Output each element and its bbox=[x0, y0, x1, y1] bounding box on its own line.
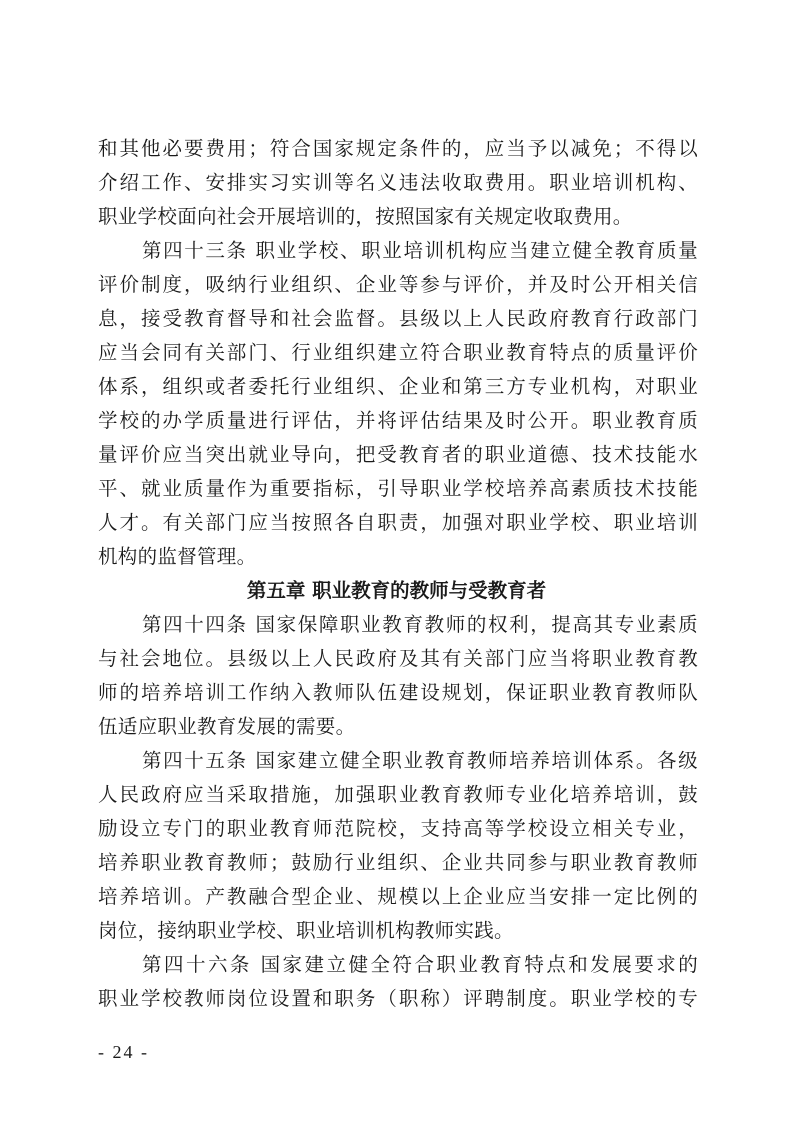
article-44-start: 第四十四条 国家保障职业教育教师的权利，提高其专业素质 bbox=[142, 613, 698, 636]
page-number: - 24 - bbox=[98, 1042, 149, 1062]
text-line: 息，接受教育督导和社会监督。县级以上人民政府教育行政部门 bbox=[98, 307, 698, 330]
text-line: 介绍工作、安排实习实训等名义违法收取费用。职业培训机构、 bbox=[98, 171, 698, 194]
text-line: 与社会地位。县级以上人民政府及其有关部门应当将职业教育教 bbox=[98, 647, 698, 670]
text-line: 岗位，接纳职业学校、职业培训机构教师实践。 bbox=[98, 919, 514, 942]
text-line: 励设立专门的职业教育师范院校，支持高等学校设立相关专业， bbox=[98, 817, 698, 840]
article-45-start: 第四十五条 国家建立健全职业教育教师培养培训体系。各级 bbox=[142, 749, 698, 772]
chapter-heading: 第五章 职业教育的教师与受教育者 bbox=[246, 579, 547, 602]
article-46-start: 第四十六条 国家建立健全符合职业教育特点和发展要求的 bbox=[142, 953, 698, 976]
text-line: 职业学校面向社会开展培训的，按照国家有关规定收取费用。 bbox=[98, 205, 633, 228]
text-line: 师的培养培训工作纳入教师队伍建设规划，保证职业教育教师队 bbox=[98, 681, 698, 704]
text-line: 人才。有关部门应当按照各自职责，加强对职业学校、职业培训 bbox=[98, 511, 698, 534]
text-line: 体系，组织或者委托行业组织、企业和第三方专业机构，对职业 bbox=[98, 375, 698, 398]
article-43-start: 第四十三条 职业学校、职业培训机构应当建立健全教育质量 bbox=[142, 239, 698, 262]
text-line: 机构的监督管理。 bbox=[98, 545, 257, 568]
text-line: 职业学校教师岗位设置和职务（职称）评聘制度。职业学校的专 bbox=[98, 987, 698, 1010]
text-line: 人民政府应当采取措施，加强职业教育教师专业化培养培训，鼓 bbox=[98, 783, 698, 806]
text-line: 量评价应当突出就业导向，把受教育者的职业道德、技术技能水 bbox=[98, 443, 698, 466]
text-line: 评价制度，吸纳行业组织、企业等参与评价，并及时公开相关信 bbox=[98, 273, 698, 296]
text-line: 应当会同有关部门、行业组织建立符合职业教育特点的质量评价 bbox=[98, 341, 698, 364]
text-line: 学校的办学质量进行评估，并将评估结果及时公开。职业教育质 bbox=[98, 409, 698, 432]
text-line: 伍适应职业教育发展的需要。 bbox=[98, 715, 356, 738]
text-line: 平、就业质量作为重要指标，引导职业学校培养高素质技术技能 bbox=[98, 477, 698, 500]
text-line: 和其他必要费用；符合国家规定条件的，应当予以减免；不得以 bbox=[98, 137, 698, 160]
text-line: 培养培训。产教融合型企业、规模以上企业应当安排一定比例的 bbox=[98, 885, 698, 908]
text-line: 培养职业教育教师；鼓励行业组织、企业共同参与职业教育教师 bbox=[98, 851, 698, 874]
